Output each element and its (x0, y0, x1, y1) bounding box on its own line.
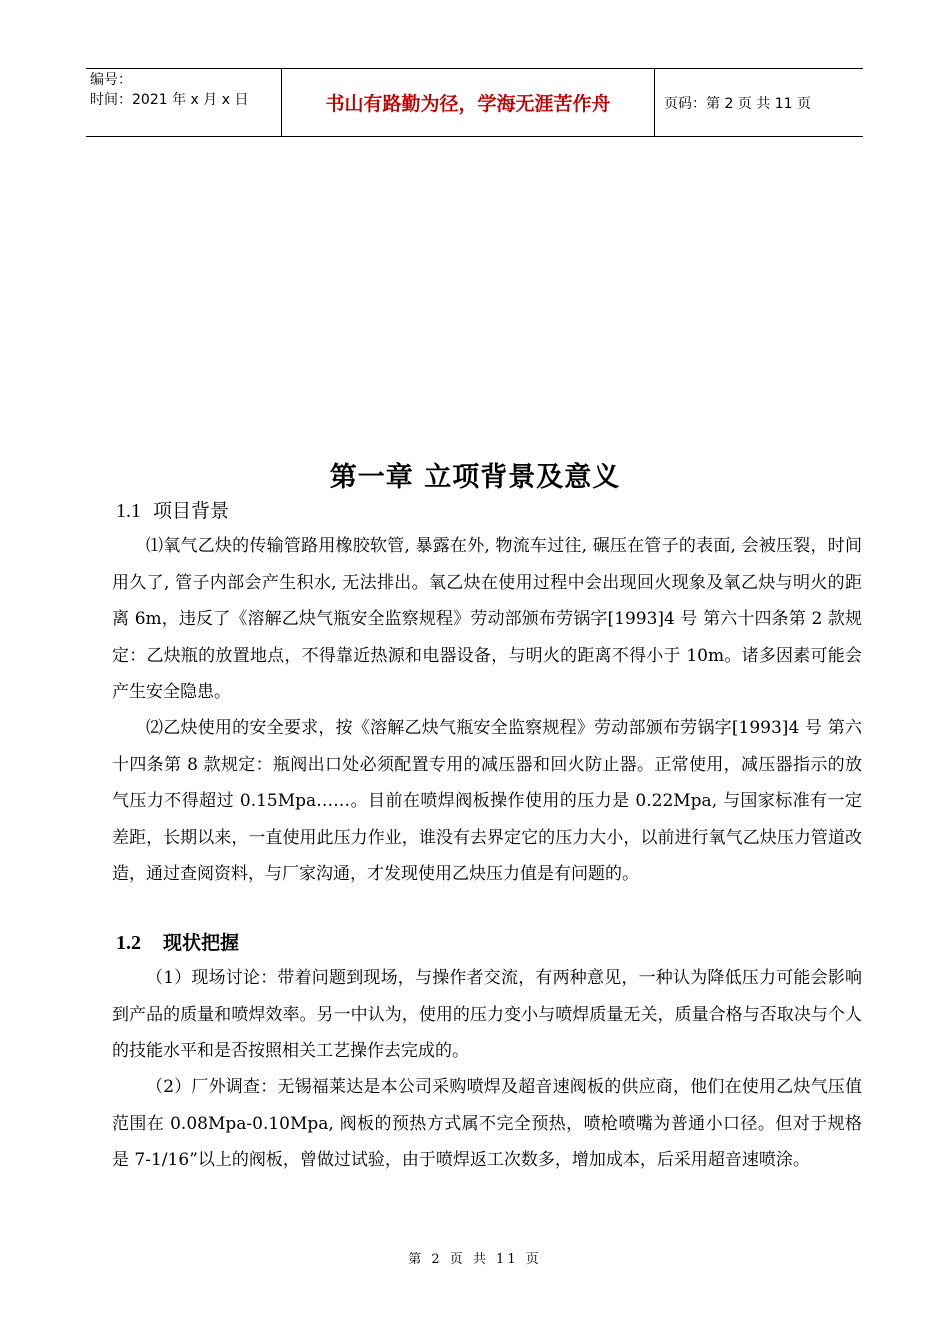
section-title: 项目背景 (153, 500, 230, 522)
page-footer: 第 2 页 共 11 页 (408, 1252, 542, 1267)
section-number: 1.1 (116, 500, 141, 522)
paragraph: （2）厂外调查：无锡福莱达是本公司采购喷焊及超音速阀板的供应商，他们在使用乙炔气压值范围在 0.08Mpa-0.10Mpa, 阀板的预热方式属不完全预热，喷枪喷嘴为普通小口径。但对于规格是 7-1/16”以上的阀板，曾做过试验，由于喷焊返工次数多，增加成本，后采用超音速喷涂。 (112, 1077, 862, 1170)
section-heading-1-1 (116, 496, 229, 523)
header-meta (86, 69, 281, 136)
header-motto: 书山有路勤为径，学海无涯苦作舟 (281, 69, 655, 136)
document-number-label: 编号： (90, 72, 132, 88)
page-header (86, 68, 863, 137)
paragraph: （1）现场讨论：带着问题到现场，与操作者交流，有两种意见，一种认为降低压力可能会影响到产品的质量和喷焊效率。另一中认为，使用的压力变小与喷焊质量无关，质量合格与否取决与个人的技能水平和是否按照相关工艺操作去完成的。 (112, 968, 862, 1061)
document-date: 时间：2021 年 x 月 x 日 (90, 92, 249, 108)
paragraph: ⑴氧气乙炔的传输管路用橡胶软管, 暴露在外, 物流车过往, 碾压在管子的表面, 会被压裂，时间用久了, 管子内部会产生积水, 无法排出。氧乙炔在使用过程中会出现回火现象及氧乙炔与明火的距离 6m，违反了《溶解乙炔气瓶安全监察规程》劳动部颁布劳锅字[1993]4 号 第六十四条第 2 款规定：乙炔瓶的放置地点，不得靠近热源和电器设备，与明火的距离不得小于 10m。诸多因素可能会产生安全隐患。 (112, 536, 862, 702)
section-title: 现状把握 (163, 932, 240, 954)
paragraph: ⑵乙炔使用的安全要求，按《溶解乙炔气瓶安全监察规程》劳动部颁布劳锅字[1993]4 号 第六十四条第 8 款规定：瓶阀出口处必须配置专用的减压器和回火防止器。正常使用，减压器指示的放气压力不得超过 0.15Mpa……。目前在喷焊阀板操作使用的压力是 0.22Mpa, 与国家标准有一定差距，长期以来，一直使用此压力作业，谁没有去界定它的压力大小，以前进行氧气乙炔压力管道改造，通过查阅资料，与厂家沟通，才发现使用乙炔压力值是有问题的。 (112, 718, 862, 884)
section-number: 1.2 (116, 932, 141, 954)
section-heading-1-2 (116, 928, 239, 955)
chapter-title: 第一章 立项背景及意义 (329, 462, 621, 493)
header-page-info: 页码：第 2 页 共 11 页 (664, 95, 811, 112)
